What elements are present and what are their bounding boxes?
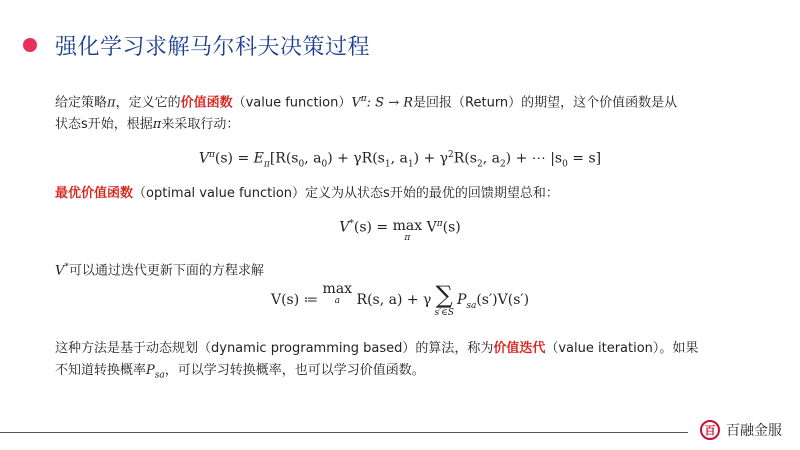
equation-bellman: V(s) ≔ max a R(s, a) + γ ∑ s′∈S $P_{sa}(s')V(s')$ <box>270 281 530 318</box>
equation-value-function: $V^\pi(s) = E_\pi[R(s_0$, $a_0) + \gamma R(s_1$, $a_1) + \gamma^2R(s_2$, $a_2$) + ⋯ $|s_0 = s$] <box>198 150 602 170</box>
slide-title: 强化学习求解马尔科夫决策过程 <box>55 35 371 60</box>
paragraph-value-iteration <box>55 338 698 387</box>
footer-divider <box>0 432 688 433</box>
paragraph-line: 不知道转换概率$P_{sa}$，可以学习转换概率，也可以学习价值函数。 <box>55 363 425 381</box>
logo-text: 百融金服 <box>726 423 782 439</box>
paragraph-line: 这种方法是基于动态规划（dynamic programming based）的算法，称为价值迭代（value iteration）。如果 <box>55 341 699 356</box>
logo-icon: 百 <box>700 420 720 440</box>
paragraph-line: 状态s开始，根据π来采取行动： <box>55 117 240 133</box>
equation-optimal-value: V*(s) = max π $V^\pi(s)$ <box>339 218 461 243</box>
highlight-optimal-value-function: 最优价值函数 <box>55 186 134 201</box>
company-logo <box>700 420 782 440</box>
paragraph-line: 给定策略π，定义它的价值函数（value $function)V^\pi$: S → R是回报（Return）的期望，这个价值函数是从 <box>55 94 678 111</box>
paragraph-optimal-value-function: 最优价值函数（optimal value function）定义为从状态s开始的最优的回馈期望总和： <box>55 186 559 201</box>
title-bullet <box>23 38 37 52</box>
highlight-value-iteration: 价值迭代 <box>493 341 546 356</box>
highlight-value-function: 价值函数 <box>180 95 233 111</box>
paragraph-iteration: V*可以通过迭代更新下面的方程求解 <box>55 262 264 279</box>
paragraph-value-function <box>55 88 677 136</box>
